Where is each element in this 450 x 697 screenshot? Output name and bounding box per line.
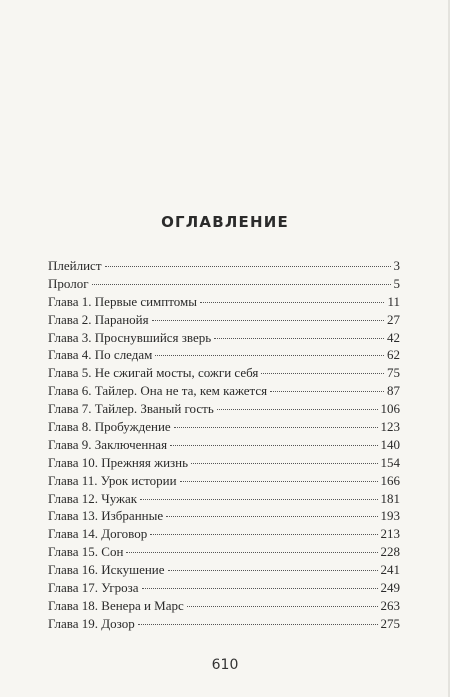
toc-entry-page: 166 [380, 472, 400, 488]
toc-entry [48, 543, 400, 561]
toc-entry-title: Плейлист [48, 258, 102, 273]
toc-entry [48, 436, 400, 454]
toc-entry-page: 62 [387, 347, 400, 363]
dot-leader [140, 499, 377, 500]
toc-heading: ОГЛАВЛЕНИЕ [161, 213, 289, 231]
toc-entry [48, 382, 400, 400]
toc-entry-title: Глава 15. Сон [48, 544, 124, 560]
toc-entry-page: 263 [380, 597, 400, 613]
toc-entry [48, 561, 400, 579]
toc-entry-page: 181 [380, 490, 400, 506]
toc-entry-title: Глава 10. Прежняя жизнь [48, 454, 189, 470]
toc-entry-title: Глава 2. Паранойя [48, 311, 149, 327]
toc-entry-title: Глава 19. Дозор [48, 615, 135, 631]
dot-leader [191, 463, 377, 464]
toc-entry-title: Глава 7. Тайлер. Званый гость [48, 401, 214, 417]
toc-entry [48, 454, 400, 472]
toc-entry [48, 293, 400, 311]
toc-entry [48, 400, 400, 418]
toc-entry-page: 11 [387, 293, 400, 309]
toc-entry-title: Глава 17. Угроза [48, 580, 139, 596]
toc-entry-title: Глава 9. Заключенная [48, 436, 168, 452]
toc-entry [48, 597, 400, 615]
page-number: 610 [211, 657, 239, 673]
dot-leader [150, 534, 377, 535]
toc-entry-page: 193 [380, 508, 400, 524]
toc-entry-page: 249 [380, 580, 400, 596]
dot-leader [105, 266, 391, 267]
dot-leader [214, 338, 384, 339]
toc-entry-title: Глава 18. Венера и Марс [48, 597, 184, 613]
toc-entry-title: Глава 1. Первые симптомы [48, 293, 197, 309]
dot-leader [138, 624, 378, 625]
dot-leader [168, 570, 378, 571]
toc-entry-page: 5 [393, 275, 400, 291]
toc-entry-title: Пролог [48, 275, 89, 291]
toc-entry [48, 418, 400, 436]
toc-entry [48, 275, 400, 293]
toc-entry-page: 42 [387, 329, 400, 345]
toc-entry-page: 275 [380, 615, 400, 631]
toc-entry-page: 123 [380, 419, 400, 435]
dot-leader [152, 320, 384, 321]
dot-leader [166, 516, 377, 517]
toc-entry [48, 472, 400, 490]
toc-entry [48, 525, 400, 543]
dot-leader [142, 588, 378, 589]
toc-entry-page: 106 [380, 401, 400, 417]
toc-entry-page: 27 [387, 311, 400, 327]
dot-leader [126, 552, 377, 553]
toc-entry-title: Глава 16. Искушение [48, 562, 165, 578]
toc-entry [48, 311, 400, 329]
table-of-contents [48, 257, 400, 633]
toc-entry-title: Глава 11. Урок истории [48, 472, 177, 488]
dot-leader [174, 427, 378, 428]
dot-leader [217, 409, 378, 410]
toc-entry [48, 490, 400, 508]
toc-entry [48, 257, 400, 275]
toc-entry-title: Глава 6. Тайлер. Она не та, кем кажется [48, 383, 268, 399]
dot-leader [170, 445, 377, 446]
toc-entry-title: Глава 13. Избранные [48, 508, 164, 524]
toc-entry-title: Глава 3. Проснувшийся зверь [48, 329, 212, 345]
toc-entry-page: 241 [380, 562, 400, 578]
toc-entry [48, 329, 400, 347]
toc-entry [48, 507, 400, 525]
dot-leader [200, 302, 385, 303]
toc-entry-page: 3 [393, 258, 400, 273]
toc-entry-title: Глава 4. По следам [48, 347, 153, 363]
toc-entry [48, 615, 400, 633]
toc-entry-title: Глава 14. Договор [48, 526, 148, 542]
dot-leader [270, 391, 384, 392]
toc-entry-title: Глава 12. Чужак [48, 490, 138, 506]
dot-leader [180, 481, 378, 482]
toc-entry-page: 154 [380, 454, 400, 470]
dot-leader [92, 284, 391, 285]
toc-entry-title: Глава 5. Не сжигай мосты, сожги себя [48, 365, 259, 381]
toc-entry [48, 346, 400, 364]
toc-entry-page: 228 [380, 544, 400, 560]
toc-entry [48, 579, 400, 597]
dot-leader [187, 606, 378, 607]
dot-leader [155, 355, 384, 356]
toc-entry-page: 213 [380, 526, 400, 542]
toc-entry [48, 364, 400, 382]
toc-entry-page: 87 [387, 383, 400, 399]
dot-leader [261, 373, 384, 374]
toc-entry-page: 75 [387, 365, 400, 381]
toc-entry-title: Глава 8. Пробуждение [48, 419, 171, 435]
toc-entry-page: 140 [380, 436, 400, 452]
